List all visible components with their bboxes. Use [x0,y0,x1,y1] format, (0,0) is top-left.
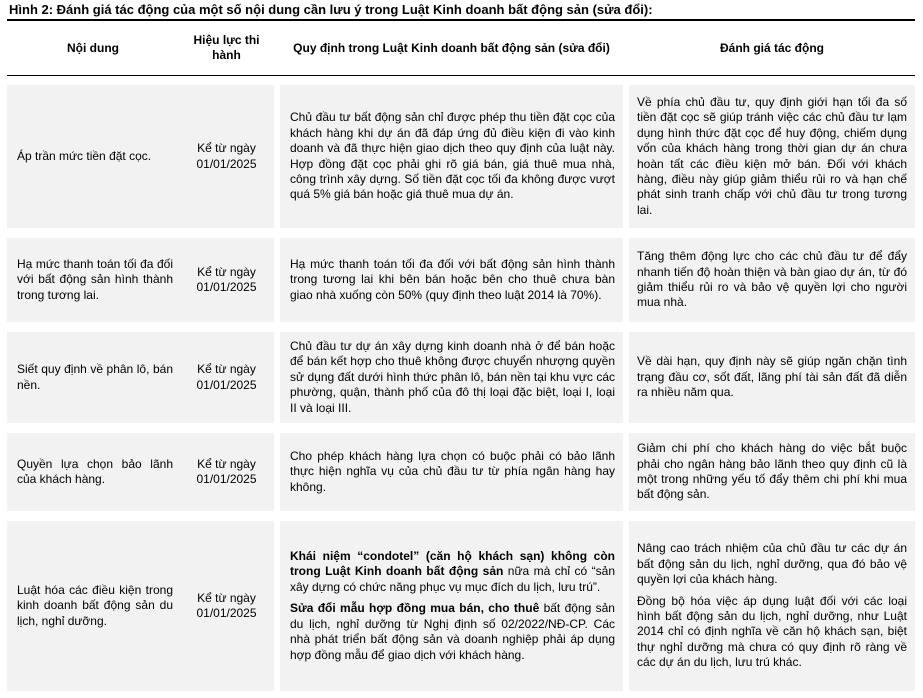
impact-table [7,22,915,691]
cell-hieu-luc: Kể từ ngày 01/01/2025 [179,332,274,423]
cell-noi-dung: Siết quy định về phân lô, bán nền. [7,332,179,423]
header-danh-gia: Đánh giá tác động [719,40,824,55]
cell-noi-dung: Quyền lựa chọn bảo lãnh của khách hàng. [7,433,179,511]
header-noi-dung: Nội dung [67,40,119,55]
quy-dinh-paragraph: Khái niệm “condotel” (căn hộ khách sạn) không còn trong Luật Kinh doanh bất động sản nữa mà chỉ có “sản xây dựng có chức năng phục vụ mục đích du lịch, lưu trú”. [290,549,615,594]
danh-gia-paragraph: Đồng bộ hóa việc áp dụng luật đối với các loại hình bất động sản du lịch, nghỉ dưỡng, như Luật 2014 chỉ có định nghĩa về căn hộ khách sạn, biệt thự nghỉ dưỡng mà chưa có quy định rõ ràng về các dự án du lịch, lưu trú khác. [637,593,907,670]
cell-danh-gia [629,521,915,691]
header-hieu-luc: Hiệu lực thi hành [193,33,260,63]
cell-quy-dinh: Hạ mức thanh toán tối đa đối với bất động sản hình thành trong tương lai khi bên bán hoặc bên cho thuê chưa bàn giao nhà xuống còn 50% (quy định theo luật 2014 là 70%). [280,238,623,322]
danh-gia-paragraph: Nâng cao trách nhiệm của chủ đầu tư các dự án bất động sản du lịch, nghỉ dưỡng, qua đó bảo vệ quyền lợi của khách hàng. [637,541,907,587]
title-rule [7,19,915,21]
table-row [7,521,915,691]
cell-noi-dung: Áp trần mức tiền đặt cọc. [7,85,179,228]
table-row [7,332,915,423]
table-header-row [7,22,915,75]
cell-quy-dinh: Chủ đầu tư dự án xây dựng kinh doanh nhà ở để bán hoặc để bán kết hợp cho thuê không được chuyển nhượng quyền sử dụng đất dưới hình thức phân lô, bán nền tại khu vực các phường, quận, thành phố của đô thị loại đặc biệt, loại I, loại II và loại III. [280,332,623,423]
cell-danh-gia: Giảm chi phí cho khách hàng do việc bắt buộc phải cho ngân hàng bảo lãnh theo quy định cũ là một trong những yếu tố đẩy thêm chi phí khi mua bất động sản. [629,433,915,511]
header-quy-dinh: Quy định trong Luật Kinh doanh bất động sản (sửa đổi) [293,40,610,55]
cell-hieu-luc: Kể từ ngày 01/01/2025 [179,433,274,511]
cell-noi-dung: Luật hóa các điều kiện trong kinh doanh bất động sản du lịch, nghỉ dưỡng. [7,521,179,691]
cell-danh-gia: Tăng thêm động lực cho các chủ đầu tư để đẩy nhanh tiến độ hoàn thiện và bàn giao dự án, từ đó giảm thiểu rủi ro và bảo vệ quyền lợi cho người mua nhà. [629,238,915,322]
bold-lead: Sửa đổi mẫu hợp đồng mua bán, cho thuê [290,601,540,616]
cell-hieu-luc: Kể từ ngày 01/01/2025 [179,521,274,691]
cell-hieu-luc: Kể từ ngày 01/01/2025 [179,238,274,322]
cell-quy-dinh: Cho phép khách hàng lựa chọn có buộc phải có bảo lãnh thực hiện nghĩa vụ của chủ đầu tư từ phía ngân hàng hay không. [280,433,623,511]
cell-hieu-luc: Kể từ ngày 01/01/2025 [179,85,274,228]
figure-title: Hình 2: Đánh giá tác động của một số nội dung cần lưu ý trong Luật Kinh doanh bất động sản (sửa đổi): [9,2,653,17]
cell-danh-gia: Về phía chủ đầu tư, quy định giới hạn tối đa số tiền đặt cọc sẽ giúp tránh việc các chủ đầu tư lạm dụng hình thức đặt cọc để huy động, chiếm dụng vốn của khách hàng trong thời gian dự án chưa hoàn tất các điều kiện mở bán. Đối với khách hàng, điều này giúp giảm thiểu rủi ro và hạn chế phát sinh tranh chấp với chủ đầu tư trong tương lai. [629,85,915,228]
cell-danh-gia: Về dài hạn, quy định này sẽ giúp ngăn chặn tình trạng đầu cơ, sốt đất, lãng phí tài sản đất đã diễn ra nhiều năm qua. [629,332,915,423]
table-row [7,238,915,322]
quy-dinh-paragraph: Sửa đổi mẫu hợp đồng mua bán, cho thuê bất động sản du lịch, nghỉ dưỡng từ Nghị định số 02/2022/NĐ-CP. Các nhà phát triển bất động sản và doanh nghiệp phải áp dụng hợp đồng mẫu để giao dịch với khách hàng. [290,601,615,662]
table-row [7,433,915,511]
cell-quy-dinh [280,521,623,691]
cell-quy-dinh: Chủ đầu tư bất động sản chỉ được phép thu tiền đặt cọc của khách hàng khi dự án đã đáp ứng đủ điều kiện đi vào kinh doanh và đã thực hiện giao dịch theo quy định của luật này. Hợp đồng đặt cọc phải ghi rõ giá bán, giá thuê mua nhà, công trình xây dựng. Số tiền đặt cọc tối đa không được vượt quá 5% giá bán hoặc giá thuê mua dự án. [280,85,623,228]
table-row [7,85,915,228]
bold-lead: Khái niệm “condotel” (căn hộ khách sạn) không còn trong Luật Kinh doanh bất động sản [290,549,615,579]
cell-noi-dung: Hạ mức thanh toán tối đa đối với bất động sản hình thành trong tương lai. [7,238,179,322]
